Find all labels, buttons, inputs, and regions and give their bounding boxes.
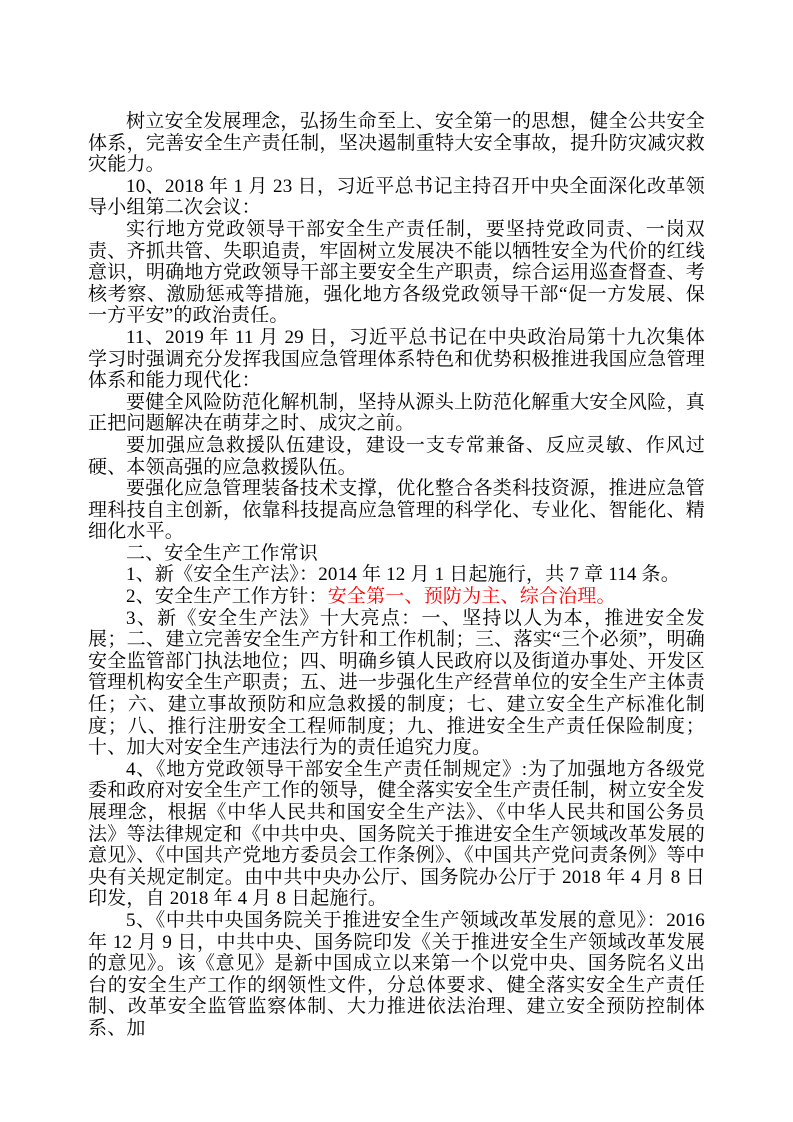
paragraph-sec2-item-4: 4、《地方党政领导干部安全生产责任制规定》:为了加强地方各级党委和政府对安全生产工作的领导，健全落实安全生产责任制，树立安全发展理念，根据《中华人民共和国安全生产法》、《中华人民共和国公务员法》等法律规定和《中共中央、国务院关于推进安全生产领域改革发展的意见》、《中国共产党地方委员会工作条例》、《中国共产党问责条例》等中央有关规定制定。由中共中央办公厅、国务院办公厅于 2018 年 4 月 8 日印发，自 2018 年 4 月 8 日起施行。	[88, 758, 705, 910]
paragraph-sec2-item-3: 3、新《安全生产法》十大亮点：一、坚持以人为本，推进安全发展；二、建立完善安全生产方针和工作机制；三、落实“三个必须”，明确安全监管部门执法地位；四、明确乡镇人民政府以及街道办事处、开发区管理机构安全生产职责；五、进一步强化生产经营单位的安全生产主体责任；六、建立事故预防和应急救援的制度；七、建立安全生产标准化制度；八、推行注册安全工程师制度；九、推进安全生产责任保险制度；十、加大对安全生产违法行为的责任追究力度。	[88, 607, 705, 759]
paragraph-sec2-item-5: 5、《中共中央国务院关于推进安全生产领域改革发展的意见》：2016 年 12 月 9 日，中共中央、国务院印发《关于推进安全生产领域改革发展的意见》。该《意见》是新中国成立以来第一个以党中央、国务院名义出台的安全生产工作的纲领性文件，分总体要求、健全落实安全生产责任制、改革安全监管监察体制、大力推进依法治理、建立安全预防控制体系、加	[88, 909, 705, 1039]
paragraph-item-11-point-2: 要加强应急救援队伍建设，建设一支专常兼备、反应灵敏、作风过硬、本领高强的应急救援队伍。	[88, 434, 705, 478]
safety-policy-highlight: 安全第一、预防为主、综合治理。	[327, 586, 616, 608]
paragraph-sec2-item-2	[88, 586, 705, 608]
safety-policy-prefix: 2、安全生产工作方针：	[126, 586, 328, 608]
paragraph-item-11-heading: 11、2019 年 11 月 29 日，习近平总书记在中央政治局第十九次集体学习时强调充分发挥我国应急管理体系特色和优势积极推进我国应急管理体系和能力现代化：	[88, 326, 705, 392]
paragraph-sec2-item-1: 1、新《安全生产法》：2014 年 12 月 1 日起施行，共 7 章 114 条。	[126, 564, 680, 586]
paragraph-item-11-point-1: 要健全风险防范化解机制，坚持从源头上防范化解重大安全风险，真正把问题解决在萌芽之时、成灾之前。	[88, 391, 705, 435]
document-body	[88, 111, 705, 1040]
section-2-heading: 二、安全生产工作常识	[126, 542, 319, 564]
paragraph-item-11-point-3: 要强化应急管理装备技术支撑，优化整合各类科技资源，推进应急管理科技自主创新，依靠科技提高应急管理的科学化、专业化、智能化、精细化水平。	[88, 478, 705, 543]
paragraph-safety-concept: 树立安全发展理念，弘扬生命至上、安全第一的思想，健全公共安全体系，完善安全生产责任制，坚决遏制重特大安全事故，提升防灾减灾救灾能力。	[88, 111, 705, 176]
paragraph-item-10-heading: 10、2018 年 1 月 23 日，习近平总书记主持召开中央全面深化改革领导小组第二次会议：	[88, 175, 705, 219]
paragraph-item-10-body: 实行地方党政领导干部安全生产责任制，要坚持党政同责、一岗双责、齐抓共管、失职追责，牢固树立发展决不能以牺牲安全为代价的红线意识，明确地方党政领导干部主要安全生产职责，综合运用巡查督查、考核考察、激励惩戒等措施，强化地方各级党政领导干部“促一方发展、保一方平安”的政治责任。	[88, 218, 705, 327]
